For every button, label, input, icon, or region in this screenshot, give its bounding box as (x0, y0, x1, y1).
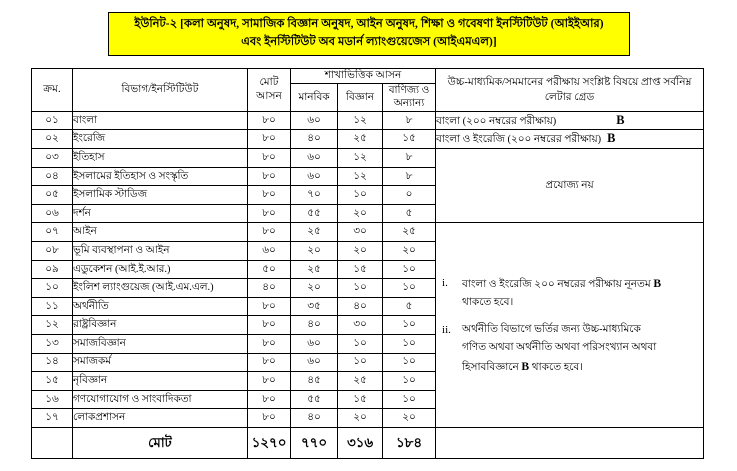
cell-serial: ০২ (32, 130, 73, 149)
header-minimum-grade (436, 69, 704, 112)
admission-note-item (442, 274, 695, 312)
cell-total-seats: ৮০ (248, 297, 291, 316)
cell-serial: ১০ (32, 279, 73, 298)
unit-title-line-1: ইউনিট-২ [কলা অনুষদ, সামাজিক বিজ্ঞান অনুষদ, আইন অনুষদ, শিক্ষা ও গবেষণা ইনস্টিটিউট (আইইআর) (134, 18, 604, 30)
header-minimum-grade-line-2: লেটার গ্রেড (544, 91, 595, 103)
cell-total-seats: ৬০ (248, 241, 291, 260)
cell-serial: ১৪ (32, 353, 73, 372)
note-2-line-3 (462, 357, 695, 377)
grade-letter-bangla-english: B (607, 131, 616, 146)
table-body (32, 111, 704, 458)
note-marker-2: ii. (442, 323, 451, 336)
cell-department: ইতিহাস (73, 148, 248, 167)
cell-department: সমাজবিজ্ঞান (73, 334, 248, 353)
cell-commerce: ১০ (383, 316, 436, 335)
note-2-line-1: অর্থনীতি বিভাগে ভর্তির জন্য উচ্চ-মাধ্যমিকে (462, 323, 641, 335)
cell-science: ৪০ (338, 297, 383, 316)
cell-commerce: ১০ (383, 390, 436, 409)
cell-admission-notes (436, 223, 704, 428)
cell-total-seats: ৮০ (248, 148, 291, 167)
header-commerce-line-2: অন্যান্য (393, 98, 425, 110)
cell-department: বাংলা (73, 111, 248, 130)
cell-total-seats: ৮০ (248, 372, 291, 391)
cell-humanities: ৫৫ (291, 204, 338, 223)
cell-department: এডুকেশন (আই.ই.আর.) (73, 260, 248, 279)
cell-humanities: ২০ (291, 279, 338, 298)
cell-commerce: ১০ (383, 372, 436, 391)
unit-title-banner (108, 12, 630, 56)
cell-humanities: ৬০ (291, 167, 338, 186)
cell-humanities: ৬০ (291, 334, 338, 353)
cell-commerce: ২৫ (383, 223, 436, 242)
cell-totals-total: ১২৭০ (248, 427, 291, 458)
cell-commerce: ৮ (383, 167, 436, 186)
cell-department: ইংরেজি (73, 130, 248, 149)
cell-science: ২০ (338, 241, 383, 260)
cell-serial: ০৪ (32, 167, 73, 186)
seat-distribution-table (31, 68, 704, 459)
note-2-line-3-post: থাকতে হবে। (529, 361, 584, 373)
cell-totals-serial-blank (32, 427, 73, 458)
header-humanities: মানবিক (291, 83, 338, 111)
note-1-grade-letter: B (653, 276, 662, 290)
note-2-grade-letter: B (521, 359, 530, 373)
cell-serial: ০৫ (32, 186, 73, 205)
cell-serial: ০৩ (32, 148, 73, 167)
note-marker-1: i. (442, 276, 448, 289)
cell-serial: ১৫ (32, 372, 73, 391)
note-1-line-1-text: বাংলা ও ইংরেজি ২০০ নম্বরের পরীক্ষায় নূনতম (462, 278, 654, 290)
cell-total-seats: ৮০ (248, 390, 291, 409)
header-commerce-other (383, 83, 436, 111)
cell-serial: ১১ (32, 297, 73, 316)
cell-total-seats: ৮০ (248, 186, 291, 205)
cell-commerce: ১০ (383, 279, 436, 298)
cell-serial: ০৯ (32, 260, 73, 279)
table-row (32, 111, 704, 130)
cell-totals-humanities: ৭৭০ (291, 427, 338, 458)
cell-commerce: ১০ (383, 334, 436, 353)
cell-humanities: ২৫ (291, 223, 338, 242)
cell-commerce: ১৫ (383, 130, 436, 149)
cell-total-seats: ৮০ (248, 409, 291, 428)
cell-science: ১২ (338, 148, 383, 167)
cell-science: ২৫ (338, 372, 383, 391)
seat-distribution-table-container (31, 68, 703, 459)
cell-humanities: ৬০ (291, 111, 338, 130)
cell-humanities: ৪০ (291, 130, 338, 149)
table-row (32, 130, 704, 149)
cell-total-seats: ৮০ (248, 111, 291, 130)
cell-humanities: ৬০ (291, 148, 338, 167)
cell-total-seats: ৮০ (248, 130, 291, 149)
header-total-seats-line-1: মোট (259, 77, 279, 89)
cell-totals-label: মোট (73, 427, 248, 458)
cell-total-seats: ৮০ (248, 167, 291, 186)
cell-commerce: ১০ (383, 353, 436, 372)
cell-department: নৃবিজ্ঞান (73, 372, 248, 391)
cell-science: ২৫ (338, 130, 383, 149)
cell-totals-grade-blank (436, 427, 704, 458)
cell-department: ইসলামের ইতিহাস ও সংস্কৃতি (73, 167, 248, 186)
cell-department: গণযোগাযোগ ও সাংবাদিকতা (73, 390, 248, 409)
cell-not-applicable (436, 148, 704, 222)
cell-commerce: ২০ (383, 241, 436, 260)
cell-total-seats: ৪০ (248, 279, 291, 298)
header-commerce-line-1: বাণিজ্য ও (388, 84, 430, 96)
cell-commerce: ৮ (383, 111, 436, 130)
cell-serial: ১৩ (32, 334, 73, 353)
cell-serial: ১২ (32, 316, 73, 335)
cell-department: ভূমি ব্যবস্থাপনা ও আইন (73, 241, 248, 260)
header-minimum-grade-line-1: উচ্চ-মাধ্যমিক/সমমানের পরীক্ষায় সংশ্লিষ্ট বিষয়ে প্রাপ্ত সর্বনিম্ন (447, 76, 692, 88)
grade-text-bangla-english: বাংলা ও ইংরেজি (২০০ নম্বরের পরীক্ষায়) (436, 134, 602, 146)
cell-science: ১০ (338, 334, 383, 353)
grade-text-bangla: বাংলা (২০০ নম্বরের পরীক্ষায়) (436, 115, 557, 127)
admission-notes-list (436, 274, 703, 377)
cell-serial: ১৬ (32, 390, 73, 409)
cell-grade-bangla-english (436, 130, 704, 149)
cell-humanities: ২০ (291, 241, 338, 260)
cell-total-seats: ৮০ (248, 223, 291, 242)
header-total-seats (248, 69, 291, 112)
header-department: বিভাগ/ইনস্টিটিউট (73, 69, 248, 112)
cell-science: ১২ (338, 111, 383, 130)
cell-science: ৩০ (338, 316, 383, 335)
not-applicable-text: প্রযোজ্য নয় (545, 179, 594, 191)
cell-humanities: ৪৫ (291, 372, 338, 391)
note-2-line-3-pre: হিসাববিজ্ঞানে (462, 361, 522, 373)
cell-department: ইসলামিক স্টাডিজ (73, 186, 248, 205)
note-2-line-2: গণিত অথবা অর্থনীতি অথবা পরিসংখ্যান অথবা (462, 341, 657, 353)
cell-total-seats: ৮০ (248, 204, 291, 223)
header-total-seats-line-2: আসন (256, 90, 282, 102)
cell-serial: ১৭ (32, 409, 73, 428)
table-row (32, 223, 704, 242)
cell-total-seats: ৫০ (248, 260, 291, 279)
admission-note-item (442, 321, 695, 377)
header-branch-seats: শাখাভিত্তিক আসন (291, 69, 436, 84)
cell-commerce: ৫ (383, 204, 436, 223)
grade-letter-bangla: B (616, 112, 625, 127)
note-1-line-1 (462, 274, 695, 294)
cell-humanities: ৪০ (291, 409, 338, 428)
table-totals-row (32, 427, 704, 458)
cell-commerce: ৮ (383, 148, 436, 167)
cell-science: ১৫ (338, 390, 383, 409)
cell-totals-commerce: ১৮৪ (383, 427, 436, 458)
cell-department: সমাজকর্ম (73, 353, 248, 372)
cell-science: ১০ (338, 353, 383, 372)
cell-humanities: ৫৫ (291, 390, 338, 409)
cell-serial: ০৭ (32, 223, 73, 242)
header-serial: ক্রম. (32, 69, 73, 112)
cell-humanities: ৭০ (291, 186, 338, 205)
cell-science: ২০ (338, 409, 383, 428)
cell-department: অর্থনীতি (73, 297, 248, 316)
cell-commerce: ১০ (383, 260, 436, 279)
cell-science: ১৫ (338, 260, 383, 279)
cell-science: ১০ (338, 279, 383, 298)
note-1-line-2: থাকতে হবে। (462, 296, 514, 308)
cell-totals-science: ৩১৬ (338, 427, 383, 458)
cell-commerce: ২০ (383, 409, 436, 428)
cell-science: ১০ (338, 186, 383, 205)
table-head (32, 69, 704, 112)
cell-science: ৩০ (338, 223, 383, 242)
header-row-1 (32, 69, 704, 84)
cell-serial: ০১ (32, 111, 73, 130)
cell-department: রাষ্ট্রবিজ্ঞান (73, 316, 248, 335)
header-science: বিজ্ঞান (338, 83, 383, 111)
cell-science: ২০ (338, 204, 383, 223)
cell-humanities: ৩৫ (291, 297, 338, 316)
cell-total-seats: ৮০ (248, 316, 291, 335)
unit-title-line-2: এবং ইনস্টিটিউট অব মডার্ন ল্যাংগুয়েজেস (আইএমএল)] (241, 35, 497, 48)
cell-total-seats: ৮০ (248, 334, 291, 353)
cell-department: আইন (73, 223, 248, 242)
cell-commerce: ০ (383, 186, 436, 205)
cell-commerce: ৫ (383, 297, 436, 316)
cell-science: ১২ (338, 167, 383, 186)
cell-department: লোকপ্রশাসন (73, 409, 248, 428)
cell-grade-bangla (436, 111, 704, 130)
cell-humanities: ৬০ (291, 353, 338, 372)
cell-humanities: ৪০ (291, 316, 338, 335)
cell-department: দর্শন (73, 204, 248, 223)
cell-department: ইংলিশ ল্যাংগুয়েজ (আই.এম.এল.) (73, 279, 248, 298)
cell-humanities: ২৫ (291, 260, 338, 279)
cell-serial: ০৮ (32, 241, 73, 260)
table-row (32, 148, 704, 167)
cell-total-seats: ৮০ (248, 353, 291, 372)
cell-serial: ০৬ (32, 204, 73, 223)
